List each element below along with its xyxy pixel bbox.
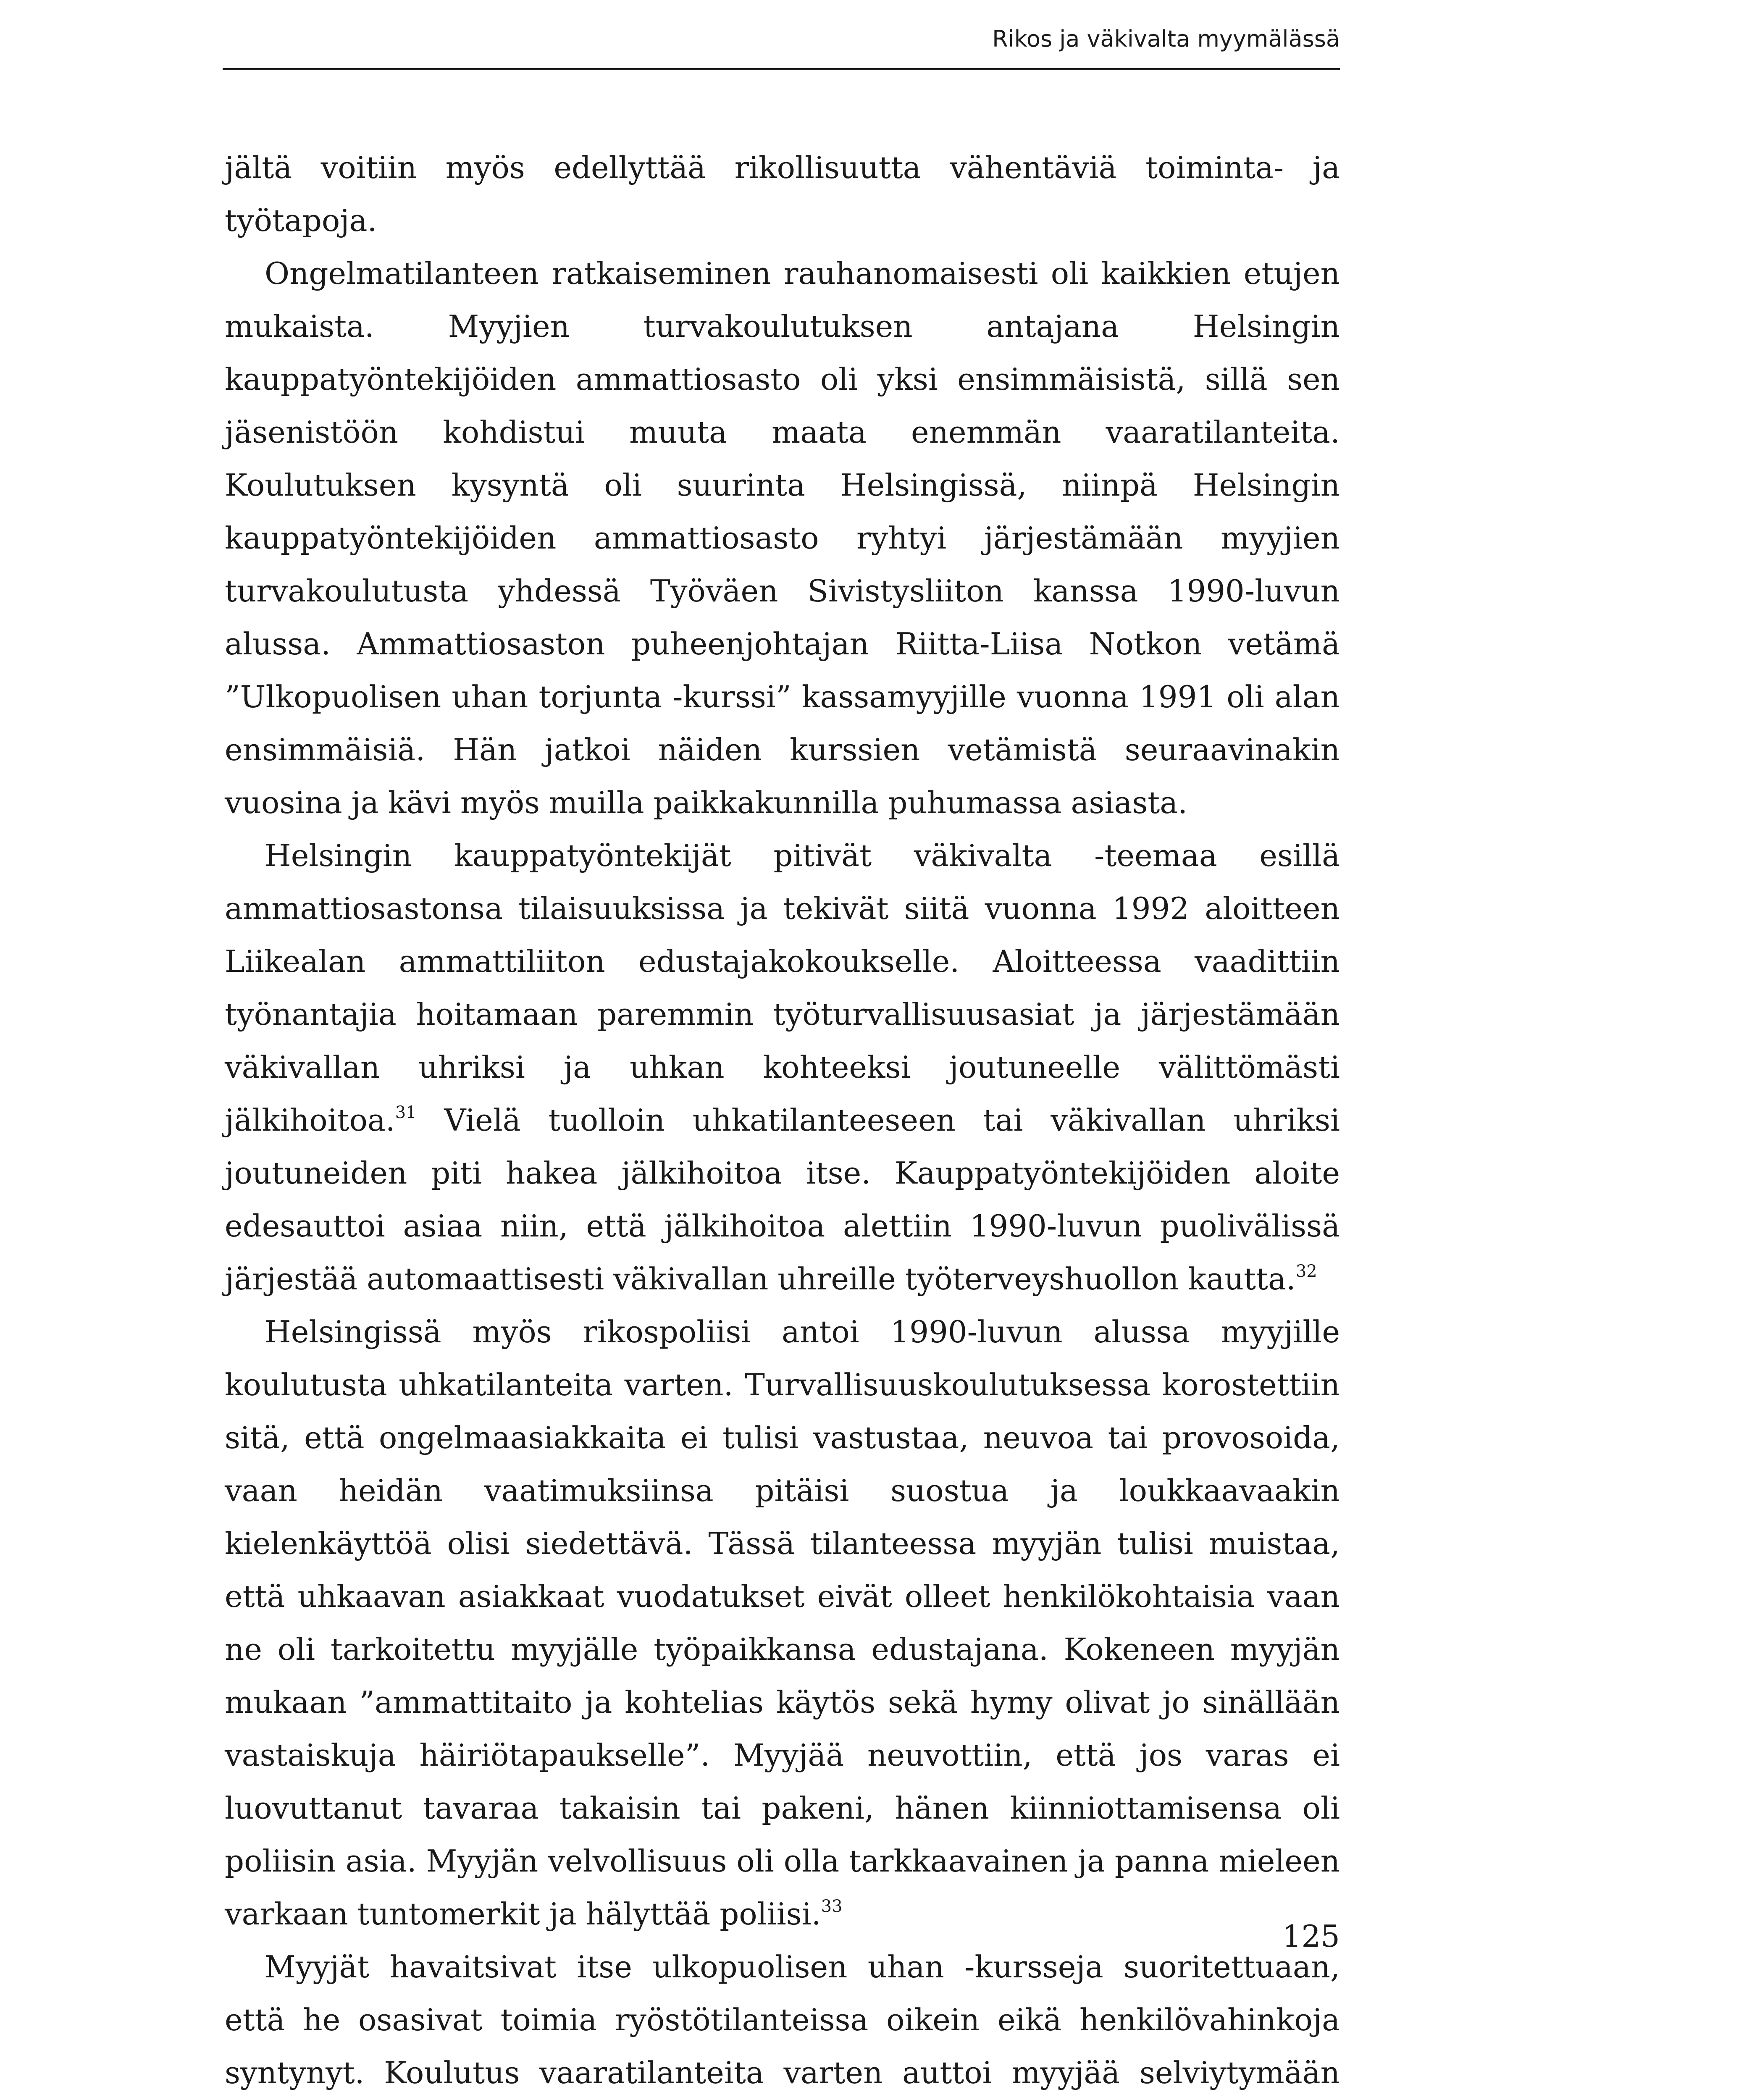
footnote-ref: 31 (395, 1103, 417, 1122)
header-rule (223, 68, 1340, 70)
paragraph-text: Myyjät havaitsivat itse ulkopuolisen uhan -kursseja suoritettuaan, että he osasivat toimia ryöstötilanteissa oikein eikä henkilövahinkoja syntynyt. Koulutus vaaratilanteita varten auttoi myyjää selviytymään (225, 1949, 1340, 2090)
page-number: 125 (1282, 1919, 1340, 1954)
paragraph (225, 829, 1340, 1305)
paragraph (225, 1305, 1340, 1940)
paragraph-text: Ongelmatilanteen ratkaiseminen rauhanomaisesti oli kaikkien etujen mukaista. Myyjien turvakoulutuksen antajana Helsingin kauppatyöntekijöiden ammattiosasto oli yksi ensimmäisistä, sillä sen jäsenistöön kohdistui muuta maata enemmän vaaratilanteita. Koulutuksen kysyntä oli suurinta Helsingissä, niinpä Helsingin kauppatyöntekijöiden ammattiosasto ryhtyi järjestämään myyjien turvakoulutusta yhdessä Työväen Sivistysliiton kanssa 1990-luvun alussa. Ammattiosaston puheenjohtajan Riitta-Liisa Notkon vetämä ”Ulkopuolisen uhan torjunta -kurssi” kassamyyjille vuonna 1991 oli alan ensimmäisiä. Hän jatkoi näiden kurssien vetämistä seuraavinakin vuosina ja kävi myös muilla paikkakunnilla puhumassa asiasta. (225, 256, 1340, 820)
paragraph-text: Vielä tuolloin uhkatilanteeseen tai väkivallan uhriksi joutuneiden piti hakea jälkihoitoa itse. Kauppatyöntekijöiden aloite edesauttoi asiaa niin, että jälkihoitoa alettiin 1990-luvun puolivälissä järjestää automaattisesti väkivallan uhreille työterveyshuollon kautta. (225, 1102, 1340, 1297)
paragraph-text: Helsingin kauppatyöntekijät pitivät väkivalta -teemaa esillä ammattiosastonsa tilaisuuksissa ja tekivät siitä vuonna 1992 aloitteen Liikealan ammattiliiton edustajakokoukselle. Aloitteessa vaadittiin työnantajia hoitamaan paremmin työturvallisuusasiat ja järjestämään väkivallan uhriksi ja uhkan kohteeksi joutuneelle välittömästi jälkihoitoa. (225, 838, 1340, 1138)
paragraph-text: jältä voitiin myös edellyttää rikollisuutta vähentäviä toiminta- ja työtapoja. (225, 150, 1340, 238)
paragraph (225, 247, 1340, 829)
paragraph-text: Helsingissä myös rikospoliisi antoi 1990-luvun alussa myyjille koulutusta uhkatilanteita varten. Turvallisuuskoulutuksessa korostettiin sitä, että ongelmaasiakkaita ei tulisi vastustaa, neuvoa tai provosoida, vaan heidän vaatimuksiinsa pitäisi suostua ja loukkaavaakin kielenkäyttöä olisi siedettävä. Tässä tilanteessa myyjän tulisi muistaa, että uhkaavan asiakkaat vuodatukset eivät olleet henkilökohtaisia vaan ne oli tarkoitettu myyjälle työpaikkansa edustajana. Kokeneen myyjän mukaan ”ammattitaito ja kohtelias käytös sekä hymy olivat jo sinällään vastaiskuja häiriötapaukselle”. Myyjää neuvottiin, että jos varas ei luovuttanut tavaraa takaisin tai pakeni, hänen kiinniottamisensa oli poliisin asia. Myyjän velvollisuus oli olla tarkkaavainen ja panna mieleen varkaan tuntomerkit ja hälyttää poliisi. (225, 1314, 1340, 1932)
footnote-ref: 33 (821, 1897, 843, 1916)
paragraph (225, 1940, 1340, 2100)
body-text (225, 141, 1340, 2100)
paragraph (225, 141, 1340, 247)
footnote-ref: 32 (1295, 1262, 1317, 1281)
running-header: Rikos ja väkivalta myymälässä (992, 26, 1340, 52)
